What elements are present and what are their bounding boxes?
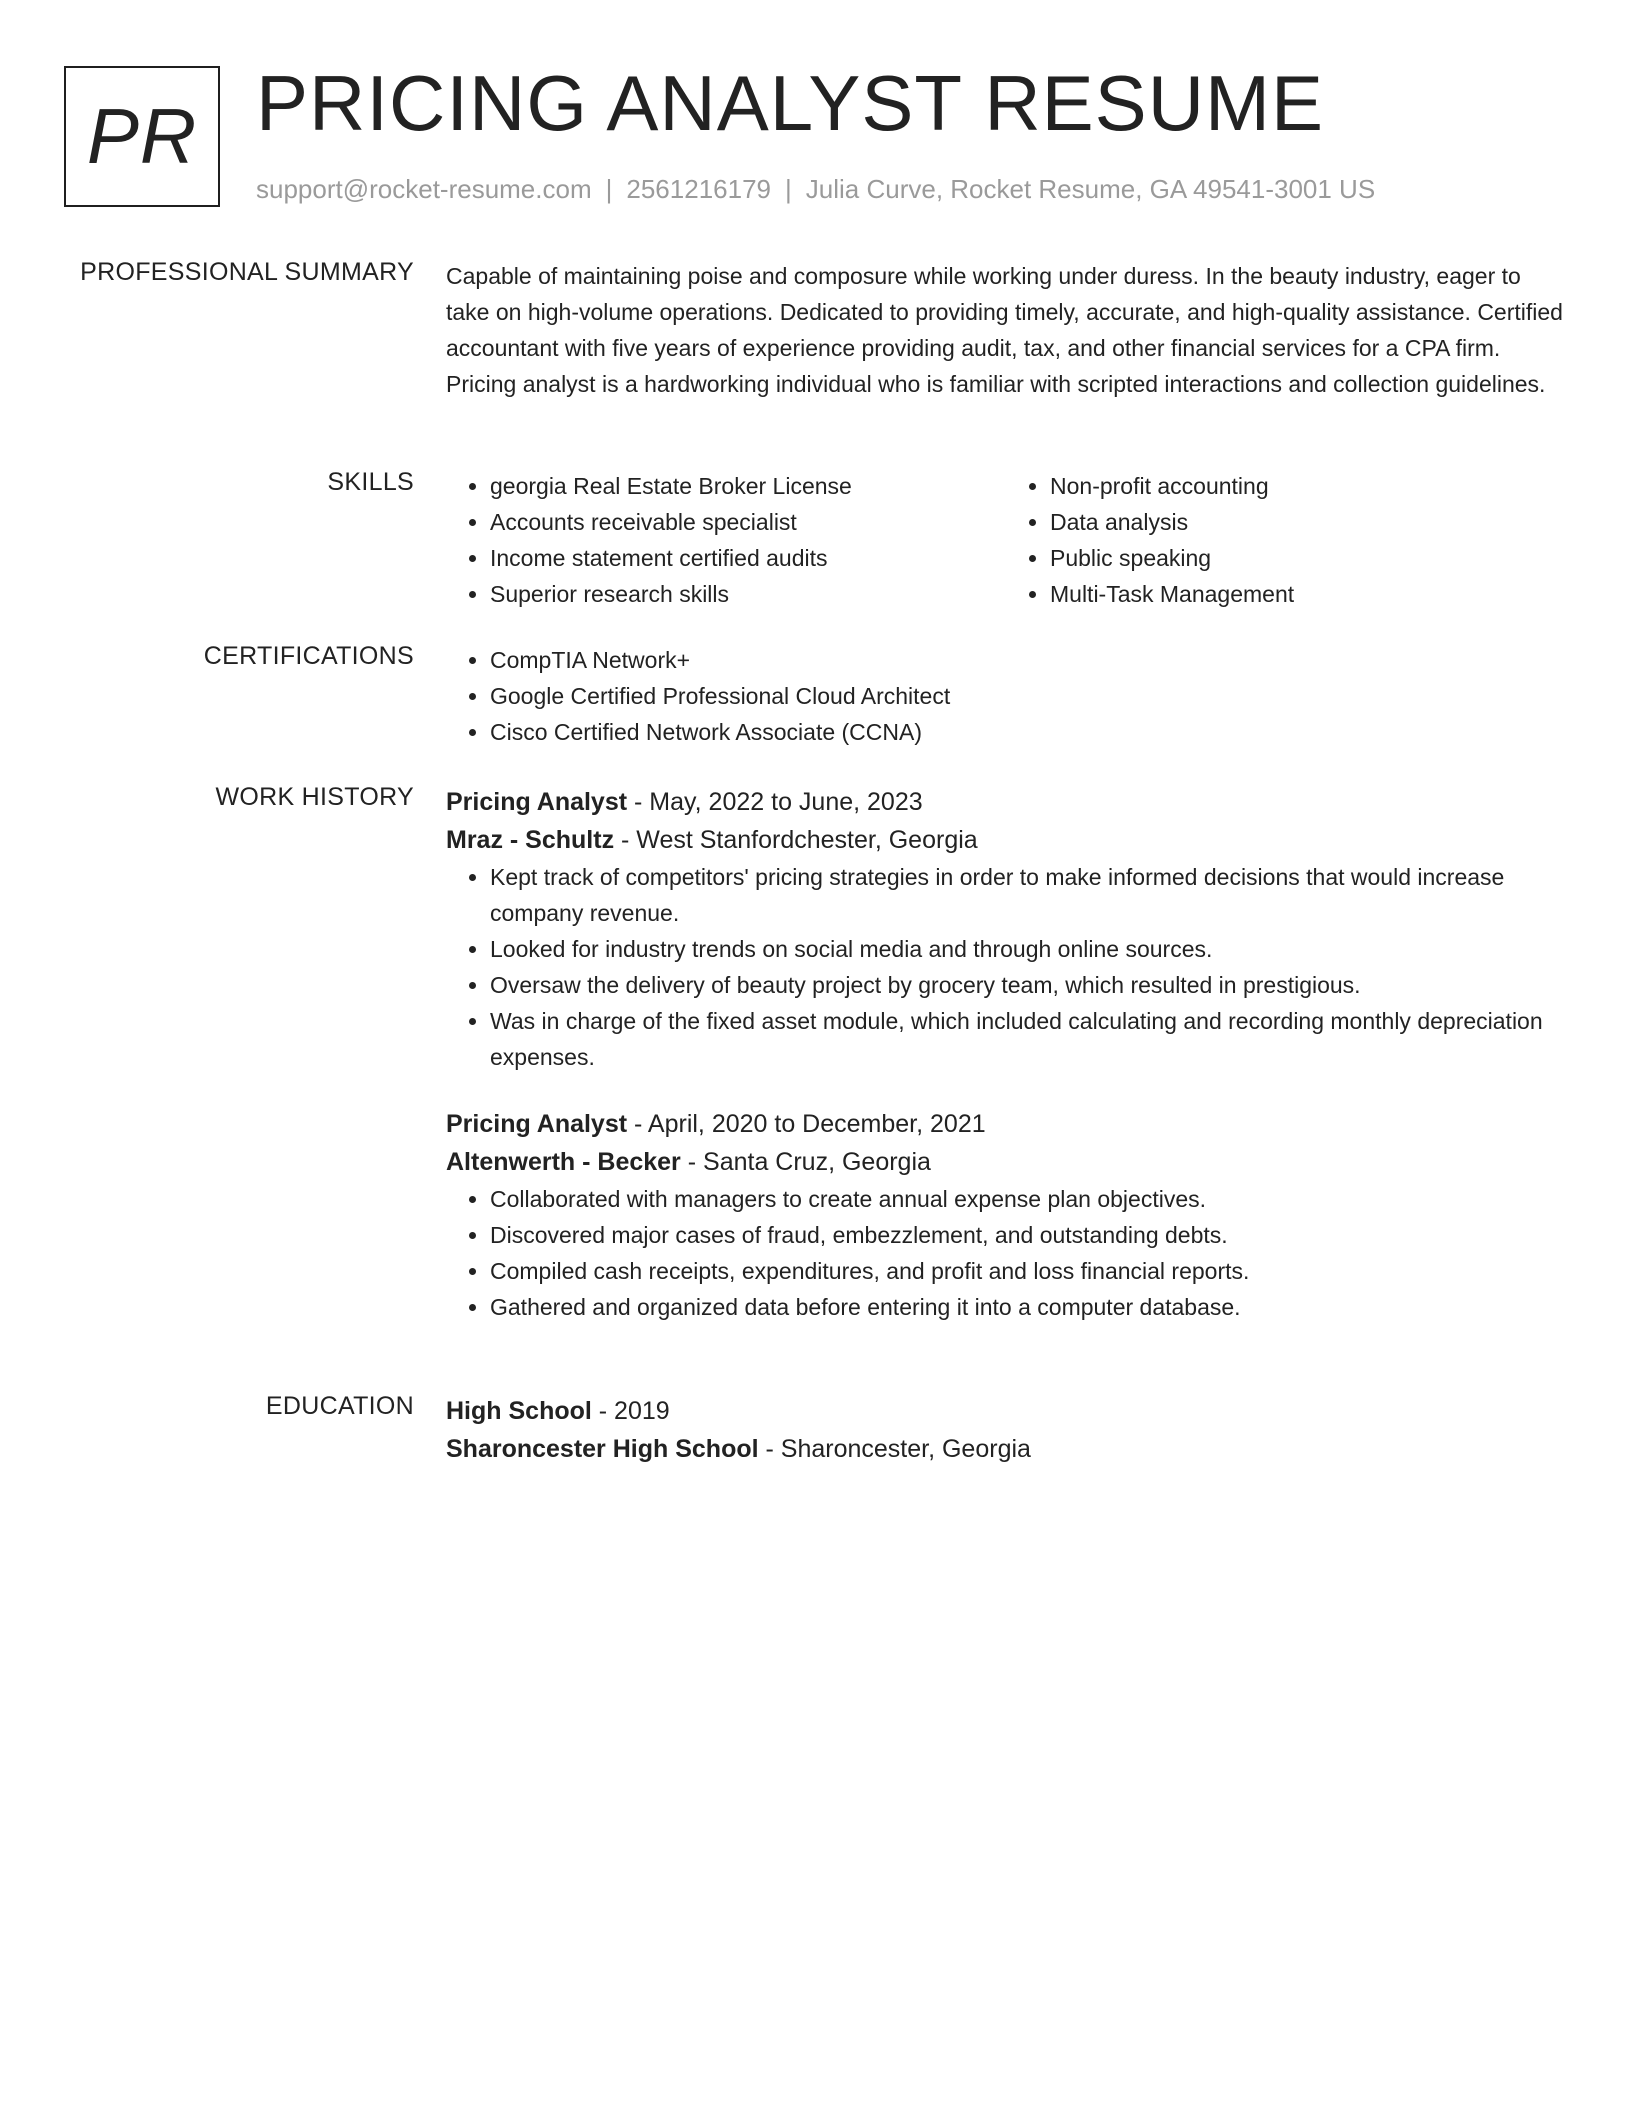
job-company: Altenwerth - Becker [446,1148,681,1176]
education-degree-line [446,1392,1566,1430]
skill-item: • Accounts receivable specialist [490,504,1006,540]
job-company: Mraz - Schultz [446,826,615,854]
contact-separator: | [605,174,613,204]
skill-item: • Multi-Task Management [1050,576,1566,612]
contact-email[interactable]: support@rocket-resume.com [256,174,592,204]
certification-item: • Google Certified Professional Cloud Architect [490,678,1566,714]
skill-item: • Data analysis [1050,504,1566,540]
summary-body [446,258,1566,402]
education-school-line [446,1430,1566,1468]
work-history-section [64,783,1568,1363]
education-year: - 2019 [591,1397,670,1425]
section-label-education: EDUCATION [265,1392,414,1420]
job-dates: - April, 2020 to December, 2021 [627,1110,986,1138]
education-school: Sharoncester High School [446,1435,759,1463]
summary-text: Capable of maintaining poise and composure while working under duress. In the beauty industry, eager to take on high-volume operations. Dedicated to providing timely, accurate, and high-quality assistance. Certified accountant with five years of experience providing audit, tax, and other financial services for a CPA firm. Pricing analyst is a hardworking individual who is familiar with scripted interactions and collection guidelines. [446,263,1563,397]
contact-line [256,174,1375,205]
job-location: - Santa Cruz, Georgia [680,1148,931,1176]
section-label-certifications: CERTIFICATIONS [203,642,414,670]
job-dates: - May, 2022 to June, 2023 [627,788,923,816]
job-title-line [446,1105,1566,1143]
job-location: - West Stanfordchester, Georgia [614,826,978,854]
certification-item: • Cisco Certified Network Associate (CCNA) [490,714,1566,750]
skills-grid [446,468,1566,612]
job-bullet: • Kept track of competitors' pricing strategies in order to make informed decisions that would increase company revenue. [490,859,1566,931]
skill-item: • georgia Real Estate Broker License [490,468,1006,504]
resume-title: PRICING ANALYST RESUME [256,59,1325,147]
work-history-body [446,783,1566,1325]
section-label-summary: PROFESSIONAL SUMMARY [80,258,414,286]
job-bullets [446,859,1566,1075]
summary-section [64,258,1568,438]
skill-item: • Superior research skills [490,576,1006,612]
job-bullet: • Discovered major cases of fraud, embezzlement, and outstanding debts. [490,1217,1566,1253]
job-bullet: • Oversaw the delivery of beauty project by grocery team, which resulted in prestigious. [490,967,1566,1003]
job-bullet: • Gathered and organized data before entering it into a computer database. [490,1289,1566,1325]
section-label-skills: SKILLS [327,468,414,496]
certifications-section [64,642,1568,762]
education-location: - Sharoncester, Georgia [758,1435,1031,1463]
job-entry [446,1105,1566,1325]
skills-section [64,468,1568,618]
education-degree: High School [446,1397,592,1425]
job-bullet: • Collaborated with managers to create annual expense plan objectives. [490,1181,1566,1217]
job-bullet: • Compiled cash receipts, expenditures, and profit and loss financial reports. [490,1253,1566,1289]
monogram-badge: PR [64,66,220,207]
skill-item: • Income statement certified audits [490,540,1006,576]
job-title: Pricing Analyst [446,788,628,816]
section-label-work-history: WORK HISTORY [215,783,414,811]
job-entry [446,783,1566,1075]
contact-separator: | [785,174,792,204]
job-company-line [446,1143,1566,1181]
job-title: Pricing Analyst [446,1110,628,1138]
skills-list-left [446,468,1006,612]
education-body [446,1392,1566,1468]
contact-address: Julia Curve, Rocket Resume, GA 49541-3001 US [805,174,1376,204]
certifications-list [446,642,1566,750]
resume-header [64,59,1584,211]
skill-item: • Non-profit accounting [1050,468,1566,504]
job-title-line [446,783,1566,821]
certifications-body [446,642,1566,750]
certification-item: • CompTIA Network+ [490,642,1566,678]
education-section [64,1392,1568,1482]
job-bullet: • Looked for industry trends on social media and through online sources. [490,931,1566,967]
skill-item: • Public speaking [1050,540,1566,576]
job-bullets [446,1181,1566,1325]
contact-phone[interactable]: 2561216179 [626,174,771,204]
job-company-line [446,821,1566,859]
skills-list-right [1006,468,1566,612]
job-bullet: • Was in charge of the fixed asset module, which included calculating and recording monthly depreciation expenses. [490,1003,1566,1075]
